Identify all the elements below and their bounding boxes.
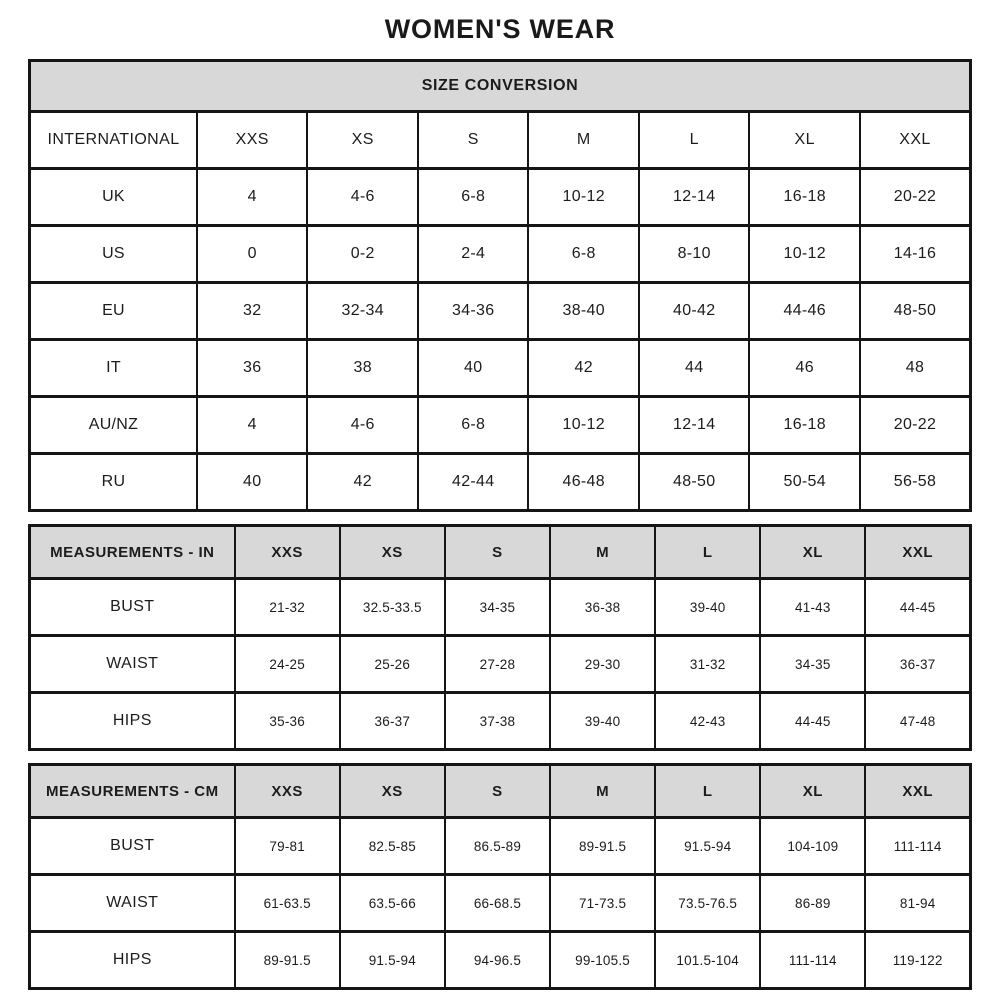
measurement-value: 44-45 bbox=[760, 693, 865, 750]
row-label: US bbox=[30, 226, 197, 283]
measurement-value: 35-36 bbox=[235, 693, 340, 750]
table-row-uk bbox=[30, 169, 971, 226]
table-title-row bbox=[30, 61, 971, 112]
size-value: 14-16 bbox=[860, 226, 971, 283]
size-value: 38 bbox=[307, 340, 418, 397]
table-row-waist-cm bbox=[30, 875, 971, 932]
measurement-value: 36-38 bbox=[550, 579, 655, 636]
measurement-value: 42-43 bbox=[655, 693, 760, 750]
column-header-measurements-in: MEASUREMENTS - IN bbox=[30, 526, 235, 579]
column-header-m: M bbox=[528, 112, 639, 169]
measurement-value: 94-96.5 bbox=[445, 932, 550, 989]
column-header-xxl: XXL bbox=[865, 765, 970, 818]
column-header-xxl: XXL bbox=[865, 526, 970, 579]
size-value: 42 bbox=[307, 454, 418, 511]
row-label: BUST bbox=[30, 818, 235, 875]
measurements-cm-table bbox=[28, 763, 972, 990]
column-header-xxl: XXL bbox=[860, 112, 971, 169]
measurements-cm-header-row bbox=[30, 765, 971, 818]
size-value: 38-40 bbox=[528, 283, 639, 340]
size-value: 12-14 bbox=[639, 169, 750, 226]
table-row-aunz bbox=[30, 397, 971, 454]
measurement-value: 61-63.5 bbox=[235, 875, 340, 932]
size-value: 32 bbox=[197, 283, 308, 340]
measurement-value: 111-114 bbox=[865, 818, 970, 875]
measurement-value: 29-30 bbox=[550, 636, 655, 693]
column-header-m: M bbox=[550, 526, 655, 579]
column-header-l: L bbox=[655, 765, 760, 818]
size-value: 40 bbox=[197, 454, 308, 511]
size-value: 16-18 bbox=[749, 169, 860, 226]
measurement-value: 34-35 bbox=[760, 636, 865, 693]
size-value: 6-8 bbox=[418, 169, 529, 226]
row-label: HIPS bbox=[30, 693, 235, 750]
column-header-xs: XS bbox=[340, 526, 445, 579]
column-header-xs: XS bbox=[340, 765, 445, 818]
measurements-in-table bbox=[28, 524, 972, 751]
measurement-value: 63.5-66 bbox=[340, 875, 445, 932]
measurements-in-header-row bbox=[30, 526, 971, 579]
row-label: RU bbox=[30, 454, 197, 511]
measurement-value: 104-109 bbox=[760, 818, 865, 875]
measurement-value: 91.5-94 bbox=[340, 932, 445, 989]
size-value: 10-12 bbox=[528, 169, 639, 226]
measurement-value: 25-26 bbox=[340, 636, 445, 693]
size-value: 12-14 bbox=[639, 397, 750, 454]
measurement-value: 66-68.5 bbox=[445, 875, 550, 932]
size-value: 4-6 bbox=[307, 397, 418, 454]
measurement-value: 41-43 bbox=[760, 579, 865, 636]
row-label: IT bbox=[30, 340, 197, 397]
measurement-value: 31-32 bbox=[655, 636, 760, 693]
measurement-value: 47-48 bbox=[865, 693, 970, 750]
measurement-value: 24-25 bbox=[235, 636, 340, 693]
table-row-ru bbox=[30, 454, 971, 511]
measurement-value: 89-91.5 bbox=[550, 818, 655, 875]
size-value: 6-8 bbox=[528, 226, 639, 283]
size-value: 50-54 bbox=[749, 454, 860, 511]
column-header-s: S bbox=[445, 526, 550, 579]
measurement-value: 86-89 bbox=[760, 875, 865, 932]
measurement-value: 39-40 bbox=[655, 579, 760, 636]
row-label: WAIST bbox=[30, 875, 235, 932]
row-label: EU bbox=[30, 283, 197, 340]
measurement-value: 111-114 bbox=[760, 932, 865, 989]
size-value: 48-50 bbox=[639, 454, 750, 511]
size-value: 34-36 bbox=[418, 283, 529, 340]
column-header-xl: XL bbox=[749, 112, 860, 169]
size-value: 56-58 bbox=[860, 454, 971, 511]
table-row-bust-in bbox=[30, 579, 971, 636]
column-header-s: S bbox=[445, 765, 550, 818]
table-row-hips-in bbox=[30, 693, 971, 750]
size-value: 44 bbox=[639, 340, 750, 397]
measurement-value: 34-35 bbox=[445, 579, 550, 636]
size-value: 16-18 bbox=[749, 397, 860, 454]
measurement-value: 71-73.5 bbox=[550, 875, 655, 932]
size-value: 8-10 bbox=[639, 226, 750, 283]
column-header-s: S bbox=[418, 112, 529, 169]
column-header-xxs: XXS bbox=[197, 112, 308, 169]
size-value: 2-4 bbox=[418, 226, 529, 283]
column-header-m: M bbox=[550, 765, 655, 818]
measurement-value: 36-37 bbox=[865, 636, 970, 693]
table-row-hips-cm bbox=[30, 932, 971, 989]
size-value: 46-48 bbox=[528, 454, 639, 511]
measurement-value: 79-81 bbox=[235, 818, 340, 875]
row-label: UK bbox=[30, 169, 197, 226]
size-value: 10-12 bbox=[528, 397, 639, 454]
row-label: BUST bbox=[30, 579, 235, 636]
size-value: 20-22 bbox=[860, 169, 971, 226]
table-row-eu bbox=[30, 283, 971, 340]
measurement-value: 36-37 bbox=[340, 693, 445, 750]
measurement-value: 44-45 bbox=[865, 579, 970, 636]
measurement-value: 82.5-85 bbox=[340, 818, 445, 875]
table-row-it bbox=[30, 340, 971, 397]
measurement-value: 37-38 bbox=[445, 693, 550, 750]
size-conversion-header-row bbox=[30, 112, 971, 169]
size-value: 36 bbox=[197, 340, 308, 397]
measurement-value: 91.5-94 bbox=[655, 818, 760, 875]
size-value: 6-8 bbox=[418, 397, 529, 454]
table-row-us bbox=[30, 226, 971, 283]
size-value: 32-34 bbox=[307, 283, 418, 340]
measurement-value: 73.5-76.5 bbox=[655, 875, 760, 932]
row-label: HIPS bbox=[30, 932, 235, 989]
size-value: 0 bbox=[197, 226, 308, 283]
measurement-value: 81-94 bbox=[865, 875, 970, 932]
size-value: 48-50 bbox=[860, 283, 971, 340]
row-label: WAIST bbox=[30, 636, 235, 693]
measurement-value: 32.5-33.5 bbox=[340, 579, 445, 636]
size-conversion-table bbox=[28, 59, 972, 512]
size-value: 20-22 bbox=[860, 397, 971, 454]
size-value: 40 bbox=[418, 340, 529, 397]
table-row-waist-in bbox=[30, 636, 971, 693]
column-header-l: L bbox=[639, 112, 750, 169]
size-value: 0-2 bbox=[307, 226, 418, 283]
size-value: 40-42 bbox=[639, 283, 750, 340]
measurement-value: 39-40 bbox=[550, 693, 655, 750]
measurement-value: 119-122 bbox=[865, 932, 970, 989]
column-header-international: INTERNATIONAL bbox=[30, 112, 197, 169]
column-header-l: L bbox=[655, 526, 760, 579]
size-value: 4 bbox=[197, 397, 308, 454]
column-header-measurements-cm: MEASUREMENTS - CM bbox=[30, 765, 235, 818]
column-header-xl: XL bbox=[760, 526, 865, 579]
column-header-xxs: XXS bbox=[235, 526, 340, 579]
size-value: 42 bbox=[528, 340, 639, 397]
size-value: 42-44 bbox=[418, 454, 529, 511]
row-label: AU/NZ bbox=[30, 397, 197, 454]
measurement-value: 86.5-89 bbox=[445, 818, 550, 875]
size-value: 4-6 bbox=[307, 169, 418, 226]
size-value: 44-46 bbox=[749, 283, 860, 340]
column-header-xl: XL bbox=[760, 765, 865, 818]
measurement-value: 99-105.5 bbox=[550, 932, 655, 989]
column-header-xs: XS bbox=[307, 112, 418, 169]
size-value: 10-12 bbox=[749, 226, 860, 283]
column-header-xxs: XXS bbox=[235, 765, 340, 818]
size-value: 4 bbox=[197, 169, 308, 226]
measurement-value: 21-32 bbox=[235, 579, 340, 636]
size-conversion-title: SIZE CONVERSION bbox=[30, 61, 971, 112]
measurement-value: 27-28 bbox=[445, 636, 550, 693]
size-value: 48 bbox=[860, 340, 971, 397]
measurement-value: 89-91.5 bbox=[235, 932, 340, 989]
table-row-bust-cm bbox=[30, 818, 971, 875]
page-title: WOMEN'S WEAR bbox=[384, 14, 616, 44]
measurement-value: 101.5-104 bbox=[655, 932, 760, 989]
size-value: 46 bbox=[749, 340, 860, 397]
